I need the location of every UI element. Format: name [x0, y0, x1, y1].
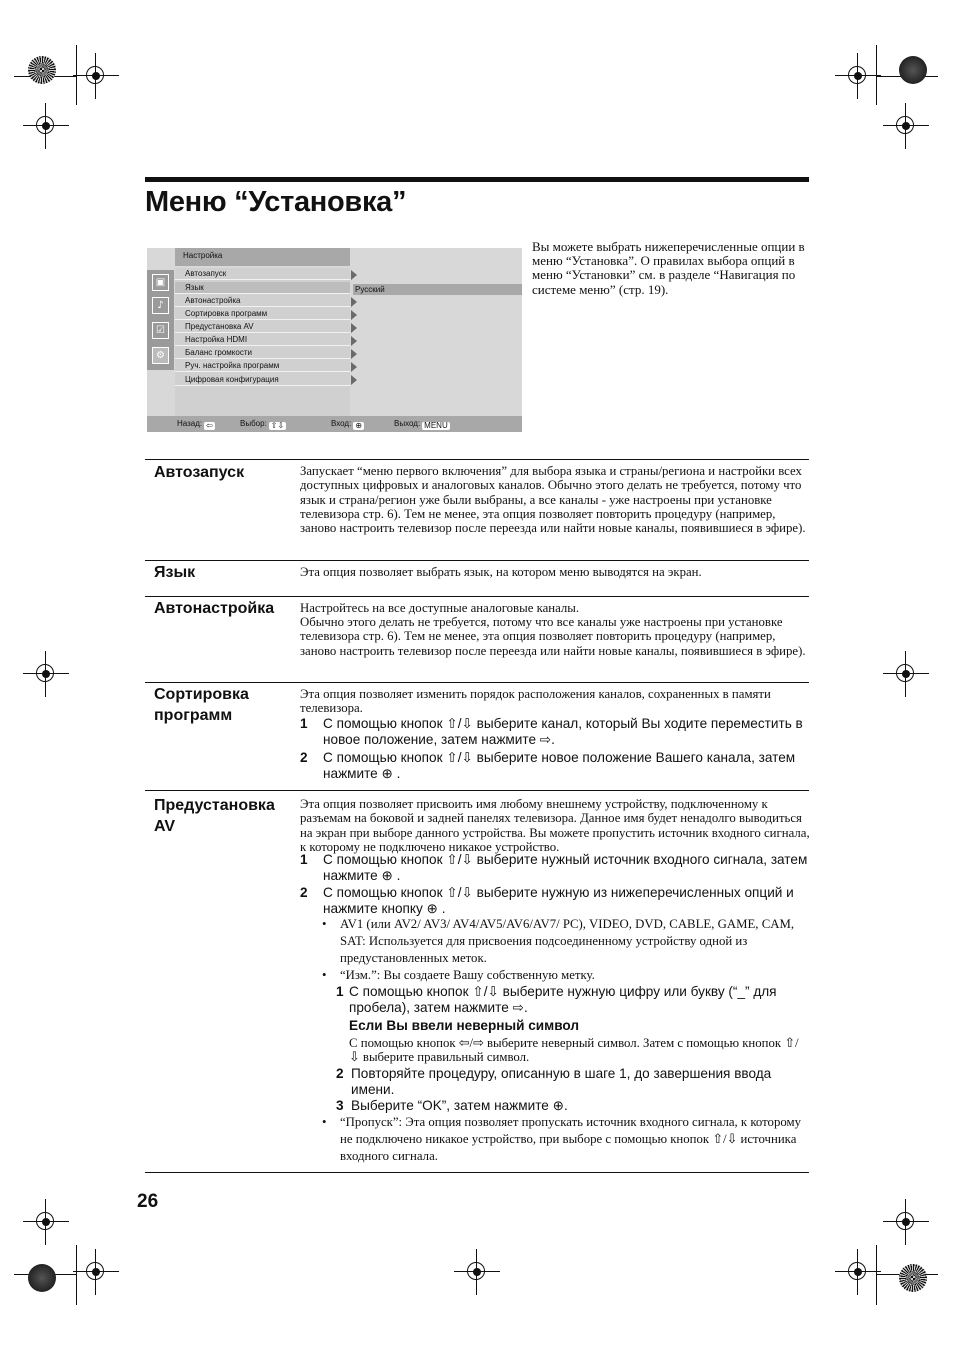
page-title: Меню “Установка”	[145, 186, 407, 218]
menu-item-sort[interactable]: Сортировка программ	[175, 308, 350, 320]
desc-language: Эта опция позволяет выбрать язык, на котором меню выводятся на экран.	[300, 565, 702, 579]
error-note-text: С помощью кнопок ⇦/⇨ выберите неверный символ. Затем с помощью кнопок ⇧/⇩ выберите правильный символ.	[349, 1036, 799, 1065]
menu-item-language[interactable]: Язык	[175, 282, 350, 294]
desc-autotune-1: Настройтесь на все доступные аналоговые каналы.	[300, 601, 580, 615]
term-language: Язык	[154, 564, 196, 581]
term-sort-line2: программ	[154, 707, 233, 724]
intro-text: Вы можете выбрать нижеперечисленные опции в меню “Установка”. О правилах выбора опций в меню “Установки” см. в разделе “Навигация по системе меню” (стр. 19).	[532, 239, 805, 297]
error-note-title: Если Вы ввели неверный символ	[349, 1018, 579, 1033]
menu-item-autostart[interactable]: Автозапуск	[175, 268, 350, 280]
up-down-key-icon: ⇧⇩	[270, 421, 285, 430]
registration-mark-icon	[464, 1259, 490, 1285]
registration-mark-icon	[33, 1209, 59, 1235]
registration-mark-icon	[33, 661, 59, 687]
setup-menu-screenshot	[147, 248, 522, 432]
arrow-right-icon	[351, 336, 357, 346]
registration-mark-icon	[845, 1259, 871, 1285]
term-autotune: Автонастройка	[154, 600, 275, 617]
section-divider	[145, 596, 809, 597]
section-divider	[145, 1172, 809, 1173]
term-av-preset-line1: Предустановка	[154, 797, 275, 814]
section-divider	[145, 790, 809, 791]
registration-wheel-icon	[899, 1264, 927, 1292]
arrow-right-icon	[351, 297, 357, 307]
arrow-right-icon	[351, 375, 357, 385]
desc-av-preset: Эта опция позволяет присвоить имя любому внешнему устройству, подключенному к разъемам на боковой и задней панелях телевизора. Данное имя будет ненадолго выводиться на экран при выборе данного устройства. Вы можете пропустить источник входного сигнала, к которому не подключено никакое устройство.	[300, 797, 810, 854]
features-icon: ☑	[152, 322, 169, 339]
page-number: 26	[137, 1191, 159, 1212]
title-rule	[145, 177, 809, 182]
menu-items-list	[175, 268, 350, 416]
sound-icon: ♪	[152, 297, 169, 314]
menu-footer: Назад: ⇦ Выбор: ⇧⇩ Вход: ⊕ Выход: MENU	[147, 416, 522, 432]
arrow-right-icon	[351, 349, 357, 359]
menu-item-volume-balance[interactable]: Баланс громкости	[175, 347, 350, 359]
menu-item-manual-tune[interactable]: Руч. настройка программ	[175, 360, 350, 372]
desc-autotune-2: Обычно этого делать не требуется, потому что все каналы уже настроены при установке телевизора стр. 6). Тем не менее, эта опция позволяет повторить процедуру (например, заново настроить телевизор после переезда или найти новые каналы, появившиеся в эфире).	[300, 615, 806, 658]
menu-item-hdmi[interactable]: Настройка HDMI	[175, 334, 350, 346]
registration-mark-icon	[893, 1209, 919, 1235]
registration-mark-icon	[83, 63, 109, 89]
term-sort-line1: Сортировка	[154, 686, 249, 703]
registration-mark-icon	[845, 63, 871, 89]
desc-sort: Эта опция позволяет изменить порядок расположения каналов, сохраненных в памяти телевизора.	[300, 687, 771, 716]
menu-item-autotune[interactable]: Автонастройка	[175, 295, 350, 307]
section-divider	[145, 459, 809, 460]
menu-item-digital-config[interactable]: Цифровая конфигурация	[175, 374, 350, 386]
menu-header: Настройка	[175, 248, 350, 266]
enter-key-icon: ⊕	[355, 421, 363, 430]
term-av-preset-line2: AV	[154, 818, 176, 835]
section-divider	[145, 682, 809, 683]
menu-item-av-preset[interactable]: Предустановка AV	[175, 321, 350, 333]
arrow-right-icon	[351, 270, 357, 280]
picture-icon: ▣	[152, 274, 169, 291]
arrow-right-icon	[351, 310, 357, 320]
registration-wheel-icon	[28, 56, 56, 84]
menu-key-icon: MENU	[424, 421, 448, 430]
registration-mark-icon	[83, 1259, 109, 1285]
registration-dot-icon	[28, 1264, 56, 1292]
registration-mark-icon	[33, 113, 59, 139]
back-key-icon: ⇦	[206, 421, 213, 430]
setup-icon: ⚙	[152, 347, 169, 364]
registration-mark-icon	[893, 661, 919, 687]
registration-mark-icon	[893, 113, 919, 139]
submenu-selected-value[interactable]: Русский	[353, 284, 522, 295]
desc-autostart: Запускает “меню первого включения” для выбора языка и страны/региона и настройки всех доступных цифровых и аналоговых каналов. Обычно этого делать не требуется, потому что язык и страна/регион уже были выбраны, а все каналы - уже настроены при установке телевизора стр. 6). Тем не менее, эта опция позволяет повторить процедуру (например, заново настроить телевизор после переезда или найти новые каналы, появившиеся в эфире).	[300, 464, 806, 536]
registration-dot-icon	[899, 56, 927, 84]
section-divider	[145, 560, 809, 561]
menu-icon-strip	[147, 270, 174, 370]
term-autostart: Автозапуск	[154, 464, 245, 481]
arrow-right-icon	[351, 362, 357, 372]
arrow-right-icon	[351, 323, 357, 333]
